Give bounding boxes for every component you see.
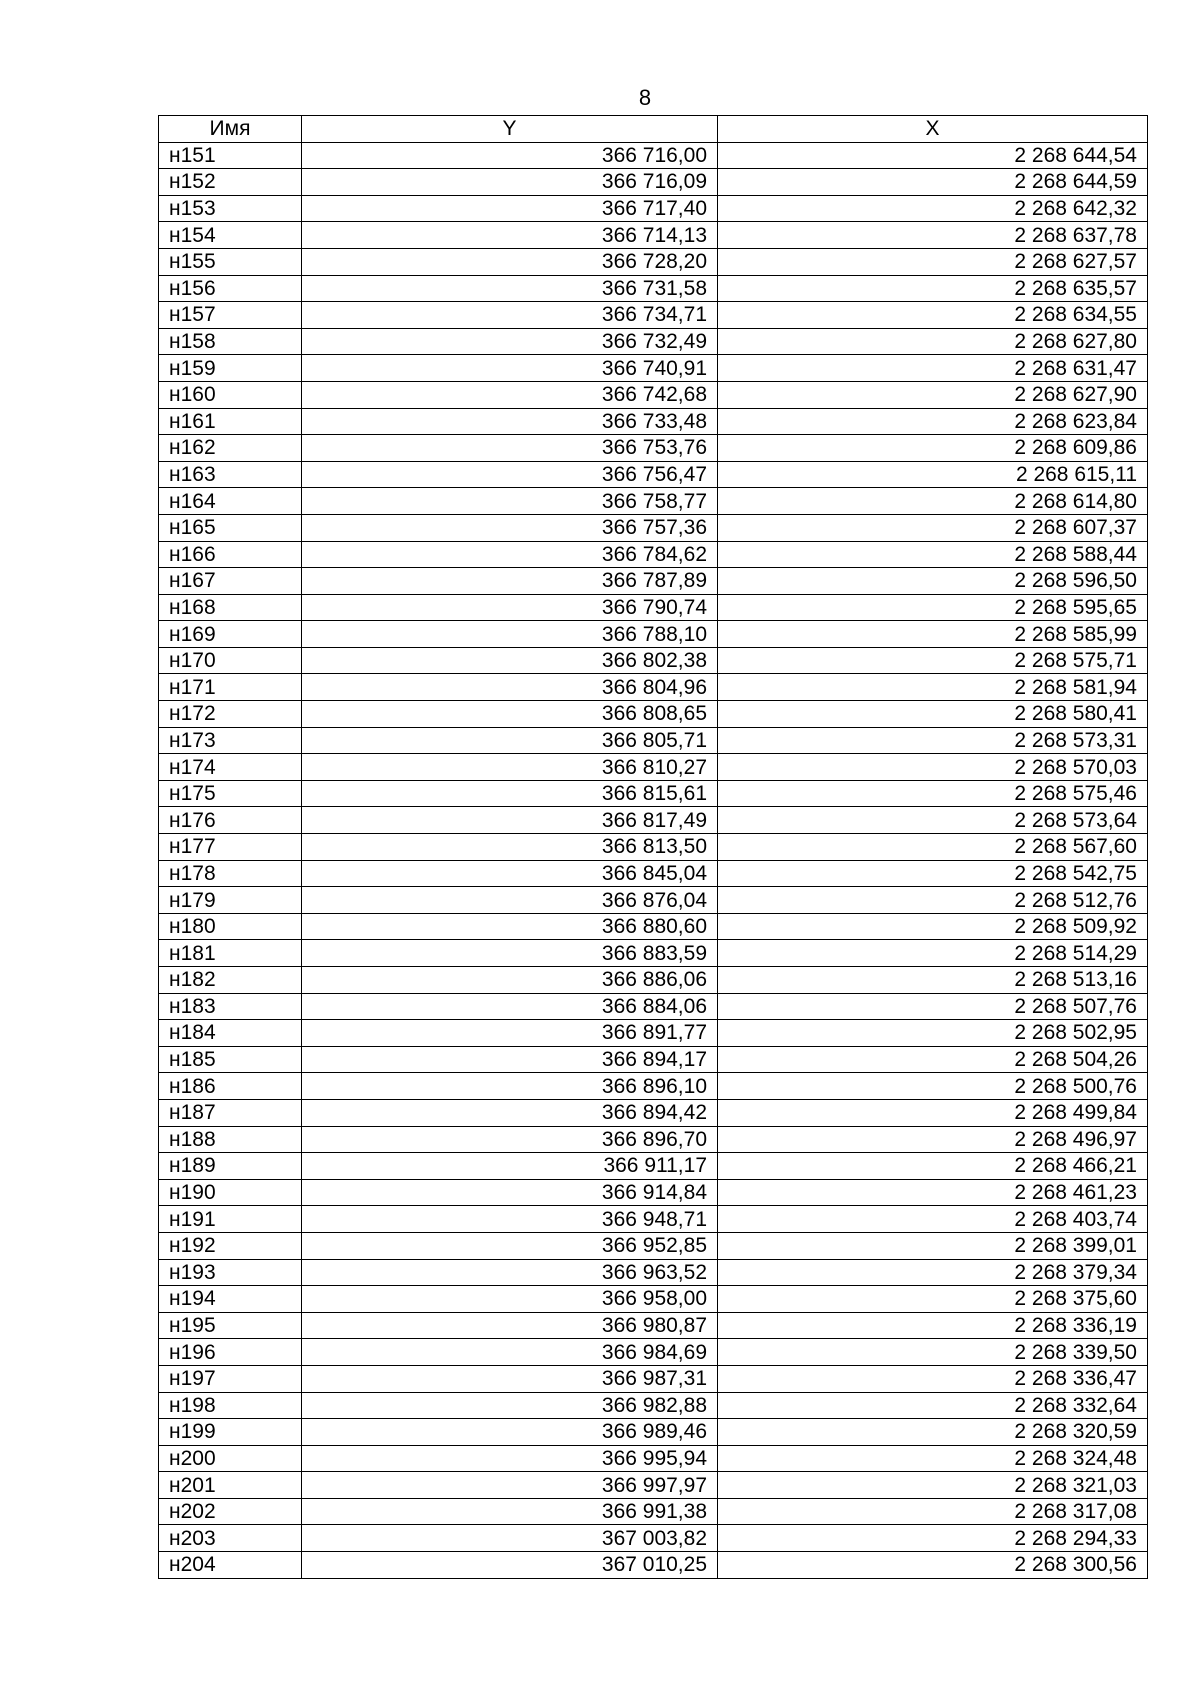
point-name-cell: н155 [159,248,302,275]
point-name-cell: н160 [159,381,302,408]
table-row [159,1498,1148,1525]
table-row [159,1020,1148,1047]
point-name-cell: н196 [159,1339,302,1366]
point-name-cell: н162 [159,435,302,462]
y-coordinate-cell: 366 896,70 [302,1126,718,1153]
x-coordinate-cell: 2 268 627,57 [718,248,1148,275]
point-name-cell: н156 [159,275,302,302]
point-name-cell: н199 [159,1419,302,1446]
y-coordinate-cell: 366 732,49 [302,328,718,355]
y-coordinate-cell: 366 808,65 [302,701,718,728]
point-name-cell: н198 [159,1392,302,1419]
y-coordinate-cell: 366 995,94 [302,1445,718,1472]
x-coordinate-cell: 2 268 627,90 [718,381,1148,408]
table-row [159,940,1148,967]
x-coordinate-cell: 2 268 623,84 [718,408,1148,435]
point-name-cell: н168 [159,594,302,621]
x-coordinate-cell: 2 268 609,86 [718,435,1148,462]
x-coordinate-cell: 2 268 399,01 [718,1232,1148,1259]
y-coordinate-cell: 366 989,46 [302,1419,718,1446]
x-coordinate-cell: 2 268 567,60 [718,834,1148,861]
y-coordinate-cell: 366 980,87 [302,1312,718,1339]
point-name-cell: н165 [159,514,302,541]
table-row [159,1552,1148,1579]
point-name-cell: н197 [159,1365,302,1392]
point-name-cell: н173 [159,727,302,754]
x-coordinate-cell: 2 268 637,78 [718,222,1148,249]
y-coordinate-cell: 366 963,52 [302,1259,718,1286]
y-coordinate-cell: 366 880,60 [302,913,718,940]
table-row [159,355,1148,382]
table-row [159,1179,1148,1206]
y-coordinate-cell: 366 757,36 [302,514,718,541]
table-row [159,1525,1148,1552]
y-coordinate-cell: 366 911,17 [302,1153,718,1180]
x-coordinate-cell: 2 268 339,50 [718,1339,1148,1366]
point-name-cell: н157 [159,302,302,329]
y-coordinate-cell: 366 958,00 [302,1286,718,1313]
table-row [159,1365,1148,1392]
x-coordinate-cell: 2 268 499,84 [718,1099,1148,1126]
x-coordinate-cell: 2 268 461,23 [718,1179,1148,1206]
x-coordinate-cell: 2 268 300,56 [718,1552,1148,1579]
y-coordinate-cell: 366 948,71 [302,1206,718,1233]
column-header-y: Y [302,116,718,143]
x-coordinate-cell: 2 268 496,97 [718,1126,1148,1153]
x-coordinate-cell: 2 268 542,75 [718,860,1148,887]
x-coordinate-cell: 2 268 644,59 [718,169,1148,196]
y-coordinate-cell: 366 717,40 [302,195,718,222]
x-coordinate-cell: 2 268 336,47 [718,1365,1148,1392]
x-coordinate-cell: 2 268 320,59 [718,1419,1148,1446]
table-row [159,754,1148,781]
point-name-cell: н152 [159,169,302,196]
x-coordinate-cell: 2 268 324,48 [718,1445,1148,1472]
table-row [159,1472,1148,1499]
x-coordinate-cell: 2 268 580,41 [718,701,1148,728]
table-header [159,116,1148,143]
table-row [159,302,1148,329]
table-row [159,647,1148,674]
point-name-cell: н172 [159,701,302,728]
x-coordinate-cell: 2 268 379,34 [718,1259,1148,1286]
y-coordinate-cell: 366 896,10 [302,1073,718,1100]
point-name-cell: н164 [159,488,302,515]
point-name-cell: н159 [159,355,302,382]
table-row [159,1312,1148,1339]
table-row [159,621,1148,648]
x-coordinate-cell: 2 268 644,54 [718,142,1148,169]
point-name-cell: н204 [159,1552,302,1579]
y-coordinate-cell: 366 716,09 [302,169,718,196]
point-name-cell: н203 [159,1525,302,1552]
point-name-cell: н191 [159,1206,302,1233]
table-row [159,328,1148,355]
point-name-cell: н188 [159,1126,302,1153]
x-coordinate-cell: 2 268 514,29 [718,940,1148,967]
point-name-cell: н184 [159,1020,302,1047]
table-row [159,408,1148,435]
y-coordinate-cell: 367 003,82 [302,1525,718,1552]
table-row [159,834,1148,861]
y-coordinate-cell: 366 894,17 [302,1046,718,1073]
table-row [159,541,1148,568]
table-row [159,1259,1148,1286]
x-coordinate-cell: 2 268 575,46 [718,780,1148,807]
x-coordinate-cell: 2 268 615,11 [718,461,1148,488]
point-name-cell: н183 [159,993,302,1020]
y-coordinate-cell: 366 733,48 [302,408,718,435]
y-coordinate-cell: 366 805,71 [302,727,718,754]
point-name-cell: н180 [159,913,302,940]
point-name-cell: н195 [159,1312,302,1339]
table-row [159,1392,1148,1419]
point-name-cell: н187 [159,1099,302,1126]
point-name-cell: н192 [159,1232,302,1259]
x-coordinate-cell: 2 268 634,55 [718,302,1148,329]
table-row [159,461,1148,488]
x-coordinate-cell: 2 268 596,50 [718,568,1148,595]
x-coordinate-cell: 2 268 294,33 [718,1525,1148,1552]
y-coordinate-cell: 366 804,96 [302,674,718,701]
y-coordinate-cell: 366 788,10 [302,621,718,648]
point-name-cell: н185 [159,1046,302,1073]
table-body [159,142,1148,1578]
table-row [159,222,1148,249]
y-coordinate-cell: 366 987,31 [302,1365,718,1392]
table-row [159,169,1148,196]
y-coordinate-cell: 366 815,61 [302,780,718,807]
table-row [159,568,1148,595]
x-coordinate-cell: 2 268 512,76 [718,887,1148,914]
y-coordinate-cell: 366 728,20 [302,248,718,275]
column-header-name: Имя [159,116,302,143]
y-coordinate-cell: 366 784,62 [302,541,718,568]
x-coordinate-cell: 2 268 635,57 [718,275,1148,302]
x-coordinate-cell: 2 268 513,16 [718,967,1148,994]
table-row [159,514,1148,541]
point-name-cell: н200 [159,1445,302,1472]
table-row [159,807,1148,834]
x-coordinate-cell: 2 268 585,99 [718,621,1148,648]
point-name-cell: н171 [159,674,302,701]
table-row [159,860,1148,887]
point-name-cell: н167 [159,568,302,595]
table-row [159,967,1148,994]
y-coordinate-cell: 366 991,38 [302,1498,718,1525]
y-coordinate-cell: 366 716,00 [302,142,718,169]
point-name-cell: н163 [159,461,302,488]
point-name-cell: н175 [159,780,302,807]
table-row [159,727,1148,754]
x-coordinate-cell: 2 268 588,44 [718,541,1148,568]
point-name-cell: н189 [159,1153,302,1180]
x-coordinate-cell: 2 268 581,94 [718,674,1148,701]
table-row [159,1099,1148,1126]
y-coordinate-cell: 366 883,59 [302,940,718,967]
y-coordinate-cell: 366 790,74 [302,594,718,621]
point-name-cell: н179 [159,887,302,914]
table-row [159,594,1148,621]
y-coordinate-cell: 366 884,06 [302,993,718,1020]
table-row [159,701,1148,728]
page-number: 8 [638,85,652,110]
table-row [159,435,1148,462]
x-coordinate-cell: 2 268 317,08 [718,1498,1148,1525]
point-name-cell: н202 [159,1498,302,1525]
x-coordinate-cell: 2 268 403,74 [718,1206,1148,1233]
y-coordinate-cell: 366 997,97 [302,1472,718,1499]
x-coordinate-cell: 2 268 642,32 [718,195,1148,222]
column-header-x: X [718,116,1148,143]
x-coordinate-cell: 2 268 375,60 [718,1286,1148,1313]
table-row [159,142,1148,169]
point-name-cell: н176 [159,807,302,834]
table-row [159,913,1148,940]
table-row [159,1445,1148,1472]
table-row [159,195,1148,222]
y-coordinate-cell: 366 952,85 [302,1232,718,1259]
y-coordinate-cell: 366 813,50 [302,834,718,861]
x-coordinate-cell: 2 268 570,03 [718,754,1148,781]
y-coordinate-cell: 366 787,89 [302,568,718,595]
y-coordinate-cell: 366 984,69 [302,1339,718,1366]
y-coordinate-cell: 366 802,38 [302,647,718,674]
y-coordinate-cell: 366 758,77 [302,488,718,515]
y-coordinate-cell: 366 740,91 [302,355,718,382]
y-coordinate-cell: 366 876,04 [302,887,718,914]
table-row [159,993,1148,1020]
table-row [159,1206,1148,1233]
point-name-cell: н174 [159,754,302,781]
x-coordinate-cell: 2 268 336,19 [718,1312,1148,1339]
point-name-cell: н193 [159,1259,302,1286]
table-row [159,1046,1148,1073]
table-row [159,1339,1148,1366]
x-coordinate-cell: 2 268 595,65 [718,594,1148,621]
point-name-cell: н177 [159,834,302,861]
table-row [159,1126,1148,1153]
x-coordinate-cell: 2 268 607,37 [718,514,1148,541]
x-coordinate-cell: 2 268 500,76 [718,1073,1148,1100]
x-coordinate-cell: 2 268 573,64 [718,807,1148,834]
table-row [159,381,1148,408]
y-coordinate-cell: 366 742,68 [302,381,718,408]
table-row [159,1232,1148,1259]
y-coordinate-cell: 366 756,47 [302,461,718,488]
x-coordinate-cell: 2 268 507,76 [718,993,1148,1020]
y-coordinate-cell: 366 810,27 [302,754,718,781]
y-coordinate-cell: 367 010,25 [302,1552,718,1579]
x-coordinate-cell: 2 268 575,71 [718,647,1148,674]
point-name-cell: н161 [159,408,302,435]
point-name-cell: н158 [159,328,302,355]
point-name-cell: н194 [159,1286,302,1313]
x-coordinate-cell: 2 268 631,47 [718,355,1148,382]
point-name-cell: н190 [159,1179,302,1206]
point-name-cell: н181 [159,940,302,967]
y-coordinate-cell: 366 894,42 [302,1099,718,1126]
table-row [159,1073,1148,1100]
table-row [159,674,1148,701]
point-name-cell: н169 [159,621,302,648]
y-coordinate-cell: 366 753,76 [302,435,718,462]
y-coordinate-cell: 366 891,77 [302,1020,718,1047]
x-coordinate-cell: 2 268 466,21 [718,1153,1148,1180]
header-row [159,116,1148,143]
point-name-cell: н154 [159,222,302,249]
point-name-cell: н151 [159,142,302,169]
coordinates-table [158,115,1148,1579]
y-coordinate-cell: 366 817,49 [302,807,718,834]
table-row [159,1419,1148,1446]
y-coordinate-cell: 366 982,88 [302,1392,718,1419]
x-coordinate-cell: 2 268 627,80 [718,328,1148,355]
x-coordinate-cell: 2 268 332,64 [718,1392,1148,1419]
table-row [159,275,1148,302]
table-row [159,488,1148,515]
y-coordinate-cell: 366 914,84 [302,1179,718,1206]
point-name-cell: н186 [159,1073,302,1100]
point-name-cell: н153 [159,195,302,222]
y-coordinate-cell: 366 845,04 [302,860,718,887]
table-row [159,780,1148,807]
x-coordinate-cell: 2 268 509,92 [718,913,1148,940]
point-name-cell: н166 [159,541,302,568]
x-coordinate-cell: 2 268 573,31 [718,727,1148,754]
point-name-cell: н182 [159,967,302,994]
point-name-cell: н170 [159,647,302,674]
y-coordinate-cell: 366 731,58 [302,275,718,302]
point-name-cell: н201 [159,1472,302,1499]
y-coordinate-cell: 366 886,06 [302,967,718,994]
point-name-cell: н178 [159,860,302,887]
x-coordinate-cell: 2 268 614,80 [718,488,1148,515]
x-coordinate-cell: 2 268 504,26 [718,1046,1148,1073]
x-coordinate-cell: 2 268 321,03 [718,1472,1148,1499]
y-coordinate-cell: 366 734,71 [302,302,718,329]
x-coordinate-cell: 2 268 502,95 [718,1020,1148,1047]
table-row [159,248,1148,275]
y-coordinate-cell: 366 714,13 [302,222,718,249]
table-row [159,887,1148,914]
table-row [159,1286,1148,1313]
table-row [159,1153,1148,1180]
